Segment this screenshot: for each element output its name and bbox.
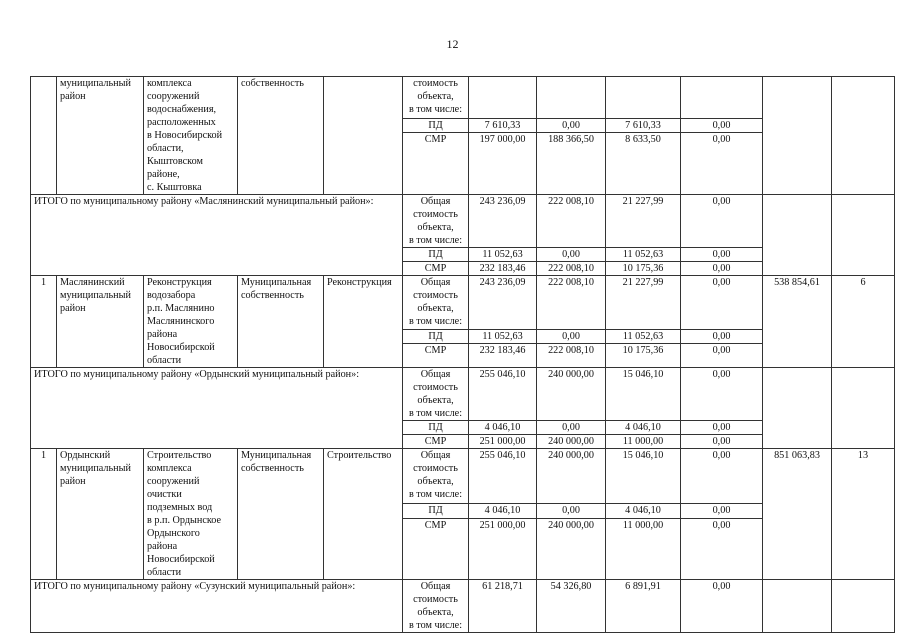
page-number: 12 [446, 37, 459, 51]
work-type-cell: Реконструкция [324, 276, 403, 368]
financing-table [30, 76, 895, 633]
district-cell: муниципальный район [57, 77, 144, 195]
table-row: ИТОГО по муниципальному району «Ордынский муниципальный район»: Общая стоимость объекта, в том числе: 255 046,10 240 000,00 15 046,10 0,00 [31, 368, 895, 421]
table-row: СМР 197 000,00 188 366,50 8 633,50 0,00 [31, 133, 895, 195]
object-cell: Реконструкция водозабора р.п. Маслянино Маслянинского района Новосибирской области [144, 276, 238, 368]
district-cell: Маслянинский муниципальный район [57, 276, 144, 368]
count-cell: 13 [832, 449, 895, 580]
table-row: ПД 4 046,10 0,00 4 046,10 0,00 [31, 504, 895, 519]
count-cell: 6 [832, 276, 895, 368]
table-row: ПД 11 052,63 0,00 11 052,63 0,00 [31, 330, 895, 344]
total-label: ИТОГО по муниципальному району «Маслянинский муниципальный район»: [31, 195, 403, 276]
cost-label: стоимость объекта, в том числе: [403, 77, 469, 119]
table-row: 1 Ордынский муниципальный район Строительство комплекса сооружений очистки подземных вод в р.п. Ордынское Ордынского района Новосибирской области Муниципальная собственность Строительство Общая стоимость объекта, в том числе: 255 046,10 240 000,00 15 046,10 0,00 851 063,83 13 [31, 449, 895, 504]
district-cell: Ордынский муниципальный район [57, 449, 144, 580]
ownership-cell: Муниципальная собственность [238, 449, 324, 580]
total-label: ИТОГО по муниципальному району «Сузунский муниципальный район»: [31, 580, 403, 633]
table-row: ПД 4 046,10 0,00 4 046,10 0,00 [31, 421, 895, 435]
table-row: СМР 251 000,00 240 000,00 11 000,00 0,00 [31, 518, 895, 579]
capacity-cell: 851 063,83 [763, 449, 832, 580]
table-row: СМР 232 183,46 222 008,10 10 175,36 0,00 [31, 344, 895, 368]
ownership-cell: собственность [238, 77, 324, 195]
table-row: СМР 251 000,00 240 000,00 11 000,00 0,00 [31, 435, 895, 449]
table-row: ПД 11 052,63 0,00 11 052,63 0,00 [31, 248, 895, 262]
table-row: ИТОГО по муниципальному району «Сузунский муниципальный район»: Общая стоимость объекта, в том числе: 61 218,71 54 326,80 6 891,91 0,00 [31, 580, 895, 633]
object-cell: комплекса сооружений водоснабжения, расположенных в Новосибирской области, Кыштовском районе, с. Кыштовка [144, 77, 238, 195]
table-row: ИТОГО по муниципальному району «Маслянинский муниципальный район»: Общая стоимость объекта, в том числе: 243 236,09 222 008,10 21 227,99 0,00 [31, 195, 895, 248]
table-row: ПД 7 610,33 0,00 7 610,33 0,00 [31, 118, 895, 133]
capacity-cell: 538 854,61 [763, 276, 832, 368]
work-type-cell: Строительство [324, 449, 403, 580]
ownership-cell: Муниципальная собственность [238, 276, 324, 368]
table-row [31, 77, 895, 119]
table-row: 1 Маслянинский муниципальный район Реконструкция водозабора р.п. Маслянино Маслянинского района Новосибирской области Муниципальная собственность Реконструкция Общая стоимость объекта, в том числе: 243 236,09 222 008,10 21 227,99 0,00 538 854,61 6 [31, 276, 895, 330]
table-row: СМР 232 183,46 222 008,10 10 175,36 0,00 [31, 262, 895, 276]
total-label: ИТОГО по муниципальному району «Ордынский муниципальный район»: [31, 368, 403, 449]
object-cell: Строительство комплекса сооружений очистки подземных вод в р.п. Ордынское Ордынского района Новосибирской области [144, 449, 238, 580]
